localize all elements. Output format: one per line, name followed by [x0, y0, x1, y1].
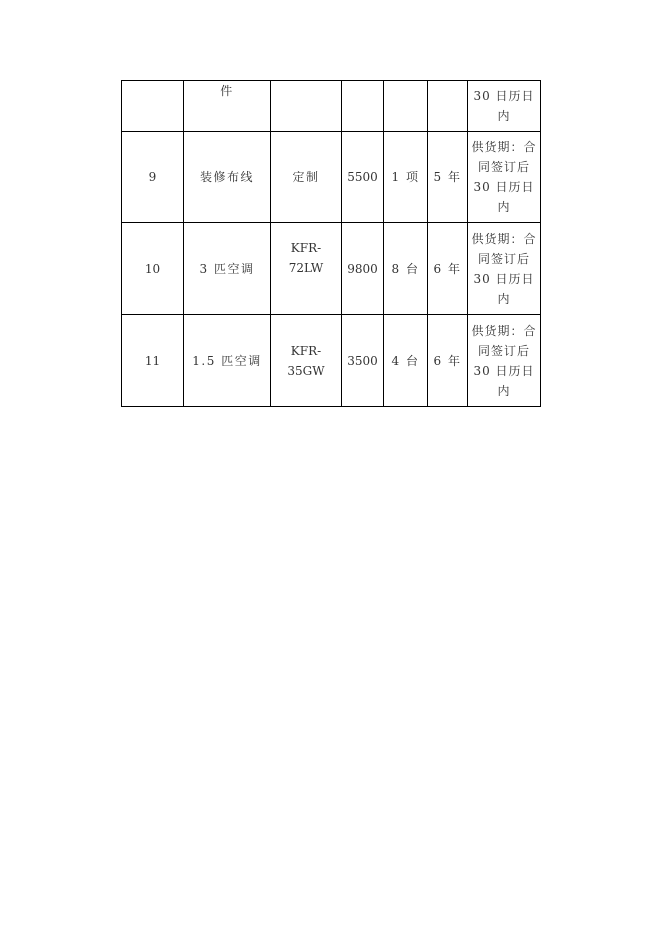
warranty-cell	[428, 223, 468, 315]
quantity-cell	[384, 315, 428, 407]
item-number: 10	[144, 261, 161, 276]
item-quantity: 4 台	[391, 353, 420, 368]
item-price: 9800	[347, 261, 378, 276]
price-cell	[342, 81, 384, 132]
item-warranty: 6 年	[433, 261, 462, 276]
item-number: 11	[144, 353, 161, 368]
delivery-line: 内	[497, 109, 511, 123]
table-row	[122, 132, 541, 223]
delivery-line: 内	[497, 291, 511, 306]
item-price: 5500	[347, 170, 378, 184]
price-cell	[342, 223, 384, 315]
item-number-cell	[122, 223, 184, 315]
delivery-line: 内	[497, 383, 511, 398]
delivery-line: 供货期：合	[471, 323, 537, 338]
warranty-cell	[428, 132, 468, 223]
model-cell	[271, 315, 342, 407]
delivery-cell	[468, 223, 541, 315]
item-number-cell	[122, 315, 184, 407]
delivery-line: 30 日历日	[473, 89, 535, 103]
delivery-line: 30 日历日	[473, 180, 535, 194]
warranty-cell	[428, 81, 468, 132]
model-cell	[271, 223, 342, 315]
table-row	[122, 81, 541, 132]
procurement-table	[121, 80, 541, 407]
item-name: 1.5 匹空调	[192, 353, 262, 368]
delivery-line: 供货期：合	[471, 231, 537, 246]
model-cell	[271, 81, 342, 132]
table-row	[122, 223, 541, 315]
item-number-cell	[122, 81, 184, 132]
item-number: 9	[148, 170, 157, 184]
delivery-cell	[468, 81, 541, 132]
delivery-line: 供货期：合	[471, 140, 537, 154]
item-warranty: 6 年	[433, 353, 462, 368]
item-quantity: 1 项	[391, 170, 420, 184]
item-name-cell	[184, 81, 271, 132]
item-quantity: 8 台	[391, 261, 420, 276]
delivery-line: 同签订后	[477, 343, 530, 358]
delivery-line: 30 日历日	[473, 363, 535, 378]
item-name-cell	[184, 132, 271, 223]
item-warranty: 5 年	[433, 170, 462, 184]
item-number-cell	[122, 132, 184, 223]
delivery-line: 同签订后	[477, 251, 530, 266]
model-cell	[271, 132, 342, 223]
item-model: KFR-72LW	[288, 241, 324, 275]
table-row	[122, 315, 541, 407]
item-name: 装修布线	[199, 170, 254, 184]
item-model: 定制	[292, 170, 320, 184]
price-cell	[342, 315, 384, 407]
price-cell	[342, 132, 384, 223]
item-name: 3 匹空调	[199, 261, 255, 276]
item-price: 3500	[347, 353, 378, 368]
item-model: KFR-35GW	[287, 343, 325, 378]
item-name: 件	[220, 84, 234, 98]
quantity-cell	[384, 132, 428, 223]
warranty-cell	[428, 315, 468, 407]
item-name-cell	[184, 223, 271, 315]
delivery-line: 内	[497, 200, 511, 214]
delivery-cell	[468, 132, 541, 223]
delivery-cell	[468, 315, 541, 407]
delivery-line: 同签订后	[477, 160, 530, 174]
quantity-cell	[384, 223, 428, 315]
delivery-line: 30 日历日	[473, 271, 535, 286]
quantity-cell	[384, 81, 428, 132]
item-name-cell	[184, 315, 271, 407]
